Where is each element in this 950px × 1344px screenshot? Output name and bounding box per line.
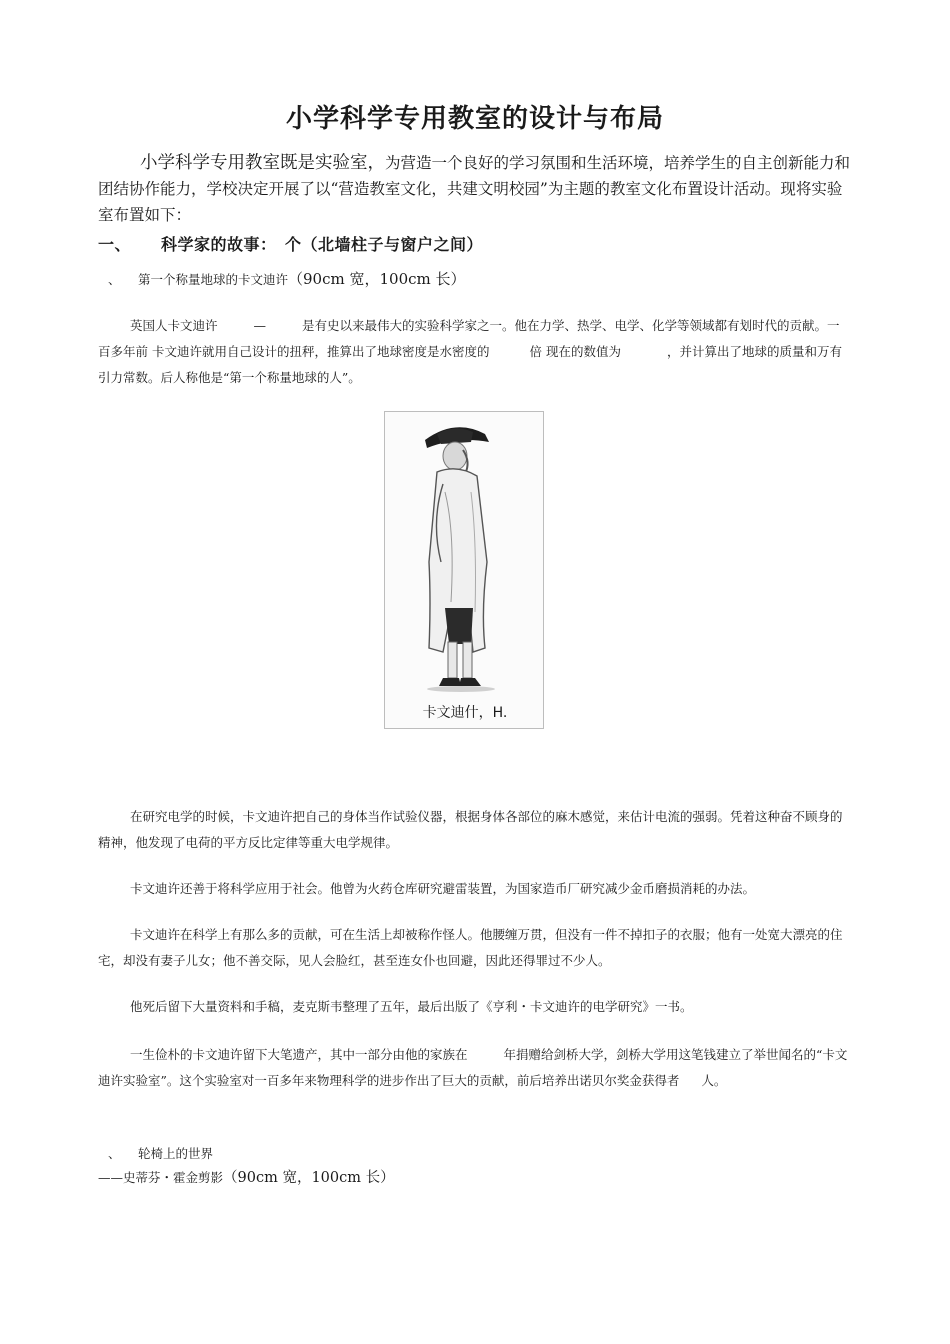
cavendish-portrait-illustration <box>385 412 543 728</box>
subsection-size: （90cm 宽，100cm 长） <box>288 270 466 288</box>
portrait-figure <box>384 411 544 729</box>
figure-caption: 卡文迪什，H. <box>422 705 508 721</box>
paragraph-personality: 卡文迪许在科学上有那么多的贡献，可在生活上却被称作怪人。他腰缠万贯，但没有一件不掉扣子的衣服；他有一处宽大漂亮的住宅，却没有妻子儿女；他不善交际，见人会脸红，甚至连女仆也回避，因此还得罪过不少人。 <box>98 927 843 968</box>
hawking-subtitle: ——史蒂芬・霍金剪影（90cm 宽，100cm 长） <box>98 1170 395 1186</box>
intro-rest: 为营造一个良好的学习氛围和生活环境，培养学生的自主创新能力和团结协作能力，学校决定开展了以“营造教室文化，共建文明校园”为主题的教室文化布置设计活动。现将实验室布置如下： <box>98 154 851 224</box>
subsection-heading-hawking <box>108 1144 213 1162</box>
list-mark: 、 <box>108 1146 121 1161</box>
intro-paragraph <box>98 150 853 228</box>
section-number: 一、 <box>98 235 132 254</box>
subsection-label: 第一个称量地球的卡文迪许 <box>138 272 289 287</box>
section-heading <box>98 232 483 255</box>
section-title: 科学家的故事： 个（北墙柱子与窗户之间） <box>161 235 484 254</box>
page-title: 小学科学专用教室的设计与布局 <box>285 104 664 134</box>
paragraph-application: 卡文迪许还善于将科学应用于社会。他曾为火药仓库研究避雷装置，为国家造币厂研究减少金币磨损消耗的办法。 <box>130 881 756 896</box>
paragraph-manuscripts: 他死后留下大量资料和手稿，麦克斯韦整理了五年，最后出版了《亨利・卡文迪许的电学研究》一书。 <box>130 999 693 1014</box>
paragraph-electricity: 在研究电学的时候，卡文迪许把自己的身体当作试验仪器，根据身体各部位的麻木感觉，来估计电流的强弱。凭着这种奋不顾身的精神，他发现了电荷的平方反比定律等重大电学规律。 <box>98 809 843 850</box>
list-mark: 、 <box>108 272 121 287</box>
paragraph-intro-cavendish: 英国人卡文迪许 — 是有史以来最伟大的实验科学家之一。他在力学、热学、电学、化学等领域都有划时代的贡献。一百多年前 卡文迪许就用自己设计的扭秤，推算出了地球密度是水密度的 倍 现在的数值为 ，并计算出了地球的质量和万有引力常数。后人称他是“第一个称量地球的人”。 <box>98 318 842 385</box>
subsection-heading-cavendish <box>108 268 466 289</box>
intro-lead: 小学科学专用教室既是实验室， <box>140 153 385 173</box>
subsection-label: 轮椅上的世界 <box>138 1146 214 1161</box>
paragraph-legacy: 一生俭朴的卡文迪许留下大笔遗产，其中一部分由他的家族在 年捐赠给剑桥大学，剑桥大学用这笔钱建立了举世闻名的“卡文迪许实验室”。这个实验室对一百多年来物理科学的进步作出了巨大的贡献，前后培养出诺贝尔奖金获得者 人。 <box>98 1047 848 1088</box>
